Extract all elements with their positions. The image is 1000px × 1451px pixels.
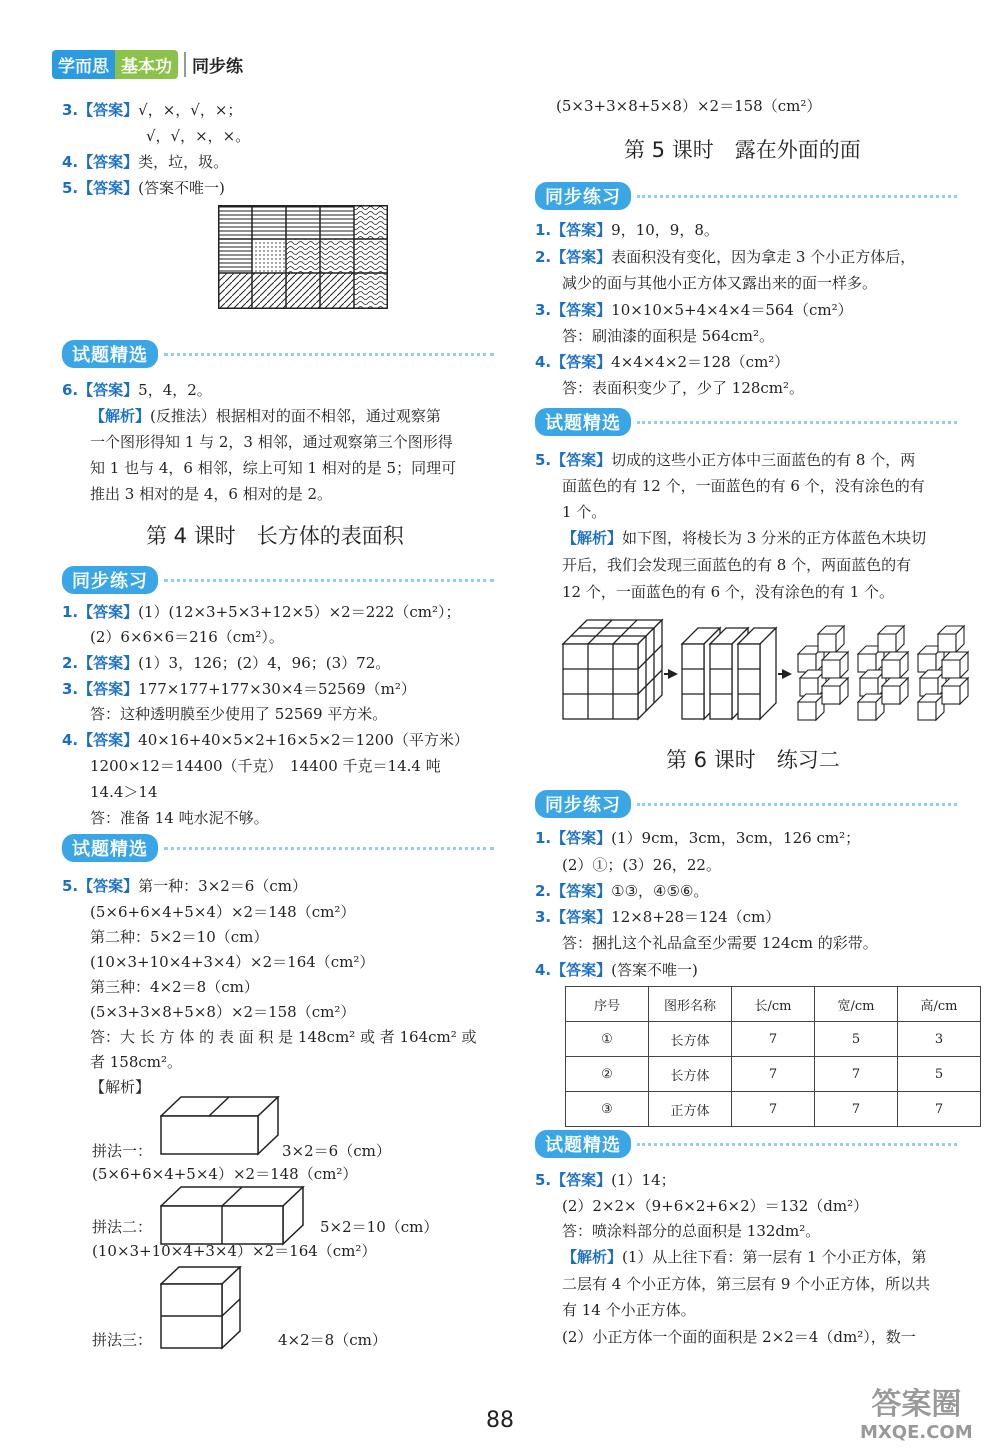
shape-table (565, 986, 981, 1127)
method1-edge: 3×2＝6（cm） (282, 1142, 391, 1160)
l4q5-line8: 者 158cm²。 (90, 1053, 183, 1071)
lesson6-title: 第 6 课时 练习二 (666, 748, 840, 772)
l4q3-line2: 答：这种透明膜至少使用了 52569 平方米。 (90, 705, 388, 723)
q6-analysis-2: 一个图形得知 1 与 2，3 相邻，通过观察第三个图形得 (90, 433, 453, 451)
header-logo (52, 50, 243, 79)
method1-cuboid-figure (160, 1096, 280, 1156)
watermark-top: 答案圈 (871, 1387, 962, 1422)
table-header: 宽/cm (815, 987, 898, 1022)
l6q1-line1: 1.【答案】(1）9cm，3cm，3cm，126 cm²； (535, 829, 861, 847)
l4q5-line5: 第三种：4×2＝8（cm） (90, 978, 259, 996)
q6-analysis-4: 推出 3 相对的是 4，6 相对的是 2。 (90, 485, 333, 503)
l6q3-line2: 答：捆扎这个礼品盒至少需要 124cm 的彩带。 (562, 934, 878, 952)
table-cell: 7 (732, 1092, 815, 1127)
banner-sync-2: 同步练习 (535, 182, 957, 210)
l5q5-analysis-1: 【解析】如下图，将棱长为 3 分米的正方体蓝色木块切 (562, 529, 927, 547)
method1-formula: (5×6+6×4+5×4）×2＝148（cm²） (92, 1165, 358, 1183)
l5q3-line1: 3.【答案】10×10×5+4×4×4＝564（cm²） (535, 301, 853, 319)
l6q5-analysis-2: 二层有 4 个小正方体，第三层有 9 个小正方体，所以共 (562, 1275, 931, 1293)
l6q4-line: 4.【答案】(答案不唯一) (535, 961, 698, 979)
method2-edge: 5×2＝10（cm） (320, 1218, 439, 1236)
q5-line: 5.【答案】(答案不唯一) (62, 179, 225, 197)
lesson5-title: 第 5 课时 露在外面的面 (624, 138, 861, 162)
banner-sync-1: 同步练习 (62, 566, 494, 594)
table-cell: ① (566, 1022, 649, 1057)
l5q5-line1: 5.【答案】切成的这些小正方体中三面蓝色的有 8 个，两 (535, 451, 916, 469)
method3-label: 拼法三： (92, 1331, 153, 1349)
table-row (566, 1022, 981, 1057)
l4q2-line: 2.【答案】(1）3，126；(2）4，96；(3）72。 (62, 654, 391, 672)
l4q5-line6: (5×3+3×8+5×8）×2＝158（cm²） (90, 1003, 356, 1021)
page-number: 88 (486, 1408, 514, 1433)
table-header: 高/cm (898, 987, 981, 1022)
l5q1-line: 1.【答案】9，10，9，8。 (535, 221, 719, 239)
l6q5-line1: 5.【答案】(1）14； (535, 1171, 676, 1189)
series-title: 同步练 (184, 52, 243, 77)
table-cell: 7 (815, 1092, 898, 1127)
table-header-row (566, 987, 981, 1022)
table-cell: ② (566, 1057, 649, 1092)
l6q1-line2: (2）①；(3）26，22。 (562, 856, 721, 874)
lesson4-title: 第 4 课时 长方体的表面积 (146, 524, 404, 548)
brand-b: 基本功 (115, 50, 178, 79)
l5q5-line3: 1 个。 (562, 503, 607, 521)
banner-sync-3: 同步练习 (535, 790, 957, 818)
q4-line: 4.【答案】类，垃，圾。 (62, 153, 229, 171)
table-cell: 7 (732, 1057, 815, 1092)
l4q1-line2: (2）6×6×6＝216（cm²）。 (90, 628, 284, 646)
l4q5-line2: (5×6+6×4+5×4）×2＝148（cm²） (90, 903, 356, 921)
l4q4-line2: 1200×12＝14400（千克） 14400 千克＝14.4 吨 (90, 757, 441, 775)
banner-select-3: 试题精选 (535, 408, 957, 436)
method3-cuboid-figure (160, 1266, 242, 1350)
l5q2-line2: 减少的面与其他小正方体又露出来的面一样多。 (562, 274, 878, 292)
l5q2-line1: 2.【答案】表面积没有变化，因为拿走 3 个小正方体后， (535, 248, 916, 266)
l6q5-analysis-4: (2）小正方体一个面的面积是 2×2＝4（dm²），数一 (562, 1328, 916, 1346)
brand-a: 学而思 (52, 50, 115, 79)
table-header: 长/cm (732, 987, 815, 1022)
table-cell: 7 (898, 1092, 981, 1127)
method2-label: 拼法二： (92, 1218, 153, 1236)
q3-line1: 3.【答案】√，×，√，×； (62, 101, 243, 119)
method2-cuboid-figure (160, 1186, 305, 1246)
q3-line2: √，√，×，×。 (146, 127, 251, 145)
l4q5-line7: 答：大 长 方 体 的 表 面 积 是 148cm² 或 者 164cm² 或 (90, 1028, 477, 1046)
method3-edge: 4×2＝8（cm） (278, 1331, 387, 1349)
l6q5-line2: (2）2×2×（9+6×2+6×2）＝132（dm²） (562, 1197, 869, 1215)
q6-analysis-3: 知 1 也与 4，6 相邻，综上可知 1 相对的是 5；同理可 (90, 459, 457, 477)
table-cell: 5 (898, 1057, 981, 1092)
l4q3-line1: 3.【答案】177×177+177×30×4＝52569（m²） (62, 680, 416, 698)
l4q5-line3: 第二种：5×2＝10（cm） (90, 928, 269, 946)
table-row (566, 1092, 981, 1127)
l4q5-line1: 5.【答案】第一种：3×2＝6（cm） (62, 877, 307, 895)
l6q5-line3: 答：喷涂料部分的总面积是 132dm²。 (562, 1222, 821, 1240)
table-header: 图形名称 (649, 987, 732, 1022)
q6-analysis-1: 【解析】(反推法）根据相对的面不相邻，通过观察第 (90, 407, 441, 425)
l5q3-line2: 答：刷油漆的面积是 564cm²。 (562, 327, 775, 345)
l5q4-line1: 4.【答案】4×4×4×2＝128（cm²） (535, 353, 790, 371)
l6q5-analysis-1: 【解析】(1）从上往下看：第一层有 1 个小正方体，第 (562, 1248, 927, 1266)
banner-select-4: 试题精选 (535, 1130, 957, 1158)
pattern-grid-figure (218, 205, 388, 309)
watermark-bottom: MXQE.COM (860, 1422, 973, 1443)
l5q4-line2: 答：表面积变少了，少了 128cm²。 (562, 379, 805, 397)
table-cell: 7 (732, 1022, 815, 1057)
l4q1-line1: 1.【答案】(1）(12×3+5×3+12×5）×2＝222（cm²）； (62, 603, 461, 621)
q6-line: 6.【答案】5，4，2。 (62, 381, 212, 399)
table-cell: ③ (566, 1092, 649, 1127)
table-row (566, 1057, 981, 1092)
l4q4-line1: 4.【答案】40×16+40×5×2+16×5×2＝1200（平方米） (62, 731, 469, 749)
l6q5-analysis-3: 有 14 个小正方体。 (562, 1301, 696, 1319)
table-cell: 长方体 (649, 1022, 732, 1057)
banner-select-1: 试题精选 (62, 340, 494, 368)
banner-select-2: 试题精选 (62, 834, 494, 862)
watermark (860, 1388, 973, 1444)
l4q4-line3: 14.4＞14 (90, 783, 158, 801)
table-header: 序号 (566, 987, 649, 1022)
right-top-formula: (5×3+3×8+5×8）×2＝158（cm²） (556, 97, 822, 115)
l4q5-line4: (10×3+10×4+3×4）×2＝164（cm²） (90, 953, 375, 971)
table-cell: 3 (898, 1022, 981, 1057)
l5q5-analysis-2: 开后，我们会发现三面蓝色的有 8 个，两面蓝色的有 (562, 556, 912, 574)
method2-formula: (10×3+10×4+3×4）×2＝164（cm²） (92, 1242, 377, 1260)
table-cell: 正方体 (649, 1092, 732, 1127)
l4q5-analysis-tag: 【解析】 (90, 1078, 151, 1096)
cube-cutting-figure (560, 614, 980, 724)
table-cell: 长方体 (649, 1057, 732, 1092)
table-cell: 7 (815, 1057, 898, 1092)
method1-label: 拼法一： (92, 1142, 153, 1160)
l5q5-line2: 面蓝色的有 12 个，一面蓝色的有 6 个，没有涂色的有 (562, 477, 925, 495)
l6q2-line: 2.【答案】①③，④⑤⑥。 (535, 882, 709, 900)
table-cell: 5 (815, 1022, 898, 1057)
l5q5-analysis-3: 12 个，一面蓝色的有 6 个，没有涂色的有 1 个。 (562, 583, 895, 601)
l4q4-line4: 答：准备 14 吨水泥不够。 (90, 809, 269, 827)
l6q3-line1: 3.【答案】12×8+28＝124（cm） (535, 908, 781, 926)
